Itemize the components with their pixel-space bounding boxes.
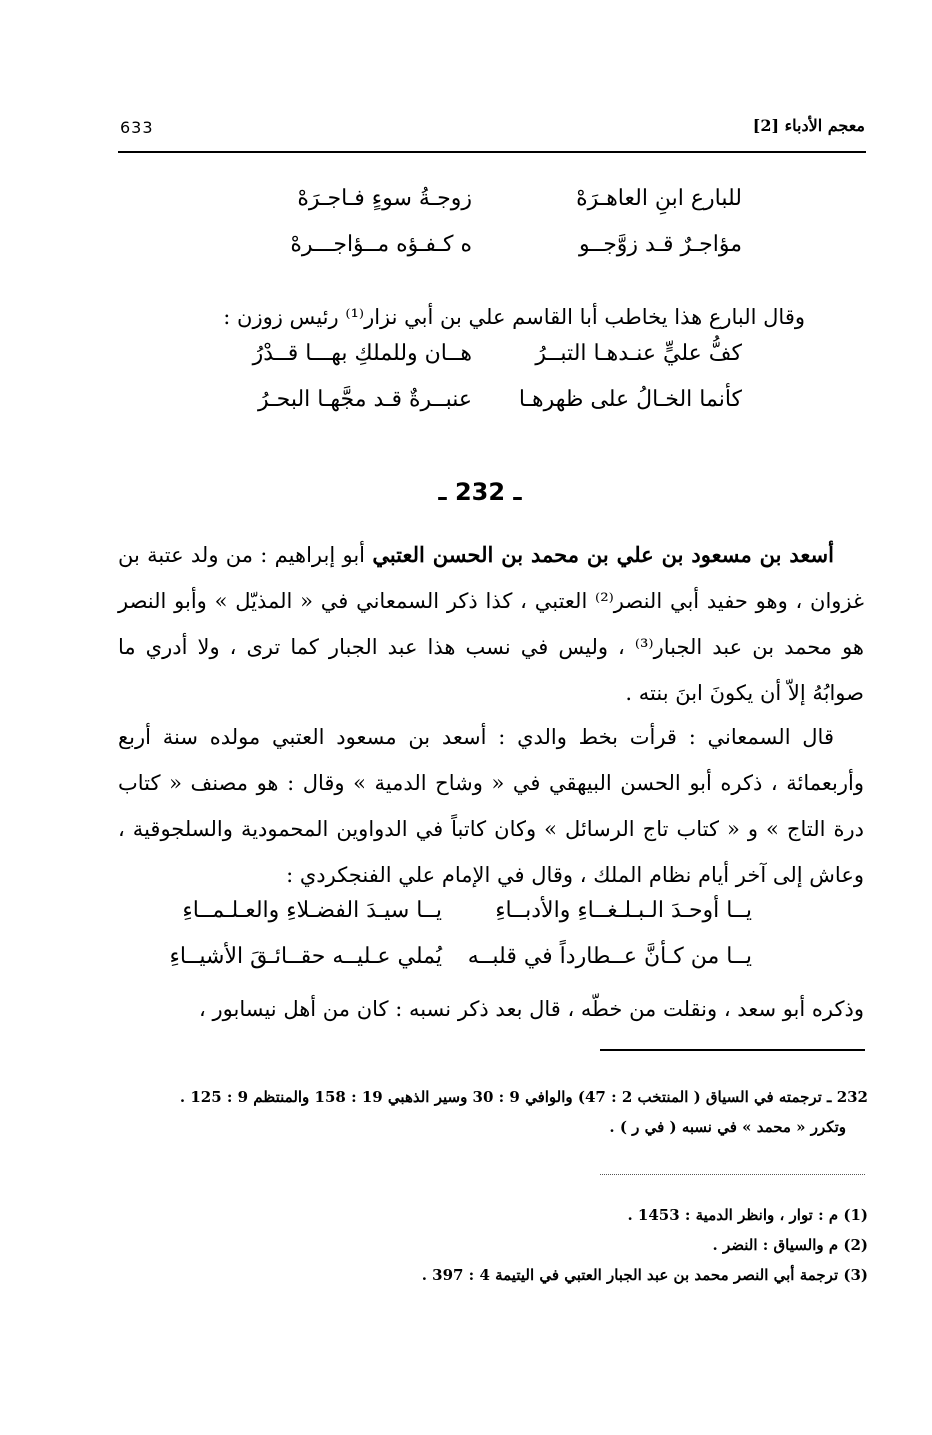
intro-line <box>190 294 805 340</box>
footnote-main <box>118 1082 868 1142</box>
footnotes <box>118 1200 868 1290</box>
intro-text: وقال البارع هذا يخاطب أبا القاسم علي بن أبي نزار⁽¹⁾ رئيس زوزن : <box>223 305 805 329</box>
page-header <box>120 110 865 144</box>
footnote-line: وتكرر « محمد » في نسبه ( في ر ) . <box>609 1118 846 1136</box>
poem-2 <box>182 341 742 433</box>
footnote-1: (1) م : توار ، وانظر الدمية : 1453 . <box>627 1206 868 1224</box>
verse <box>182 387 742 433</box>
page-number: 633 <box>120 118 154 137</box>
entry-number: ـ 232 ـ <box>438 478 522 506</box>
hemistich-first: للبارع ابنِ العاهـرَهْ <box>576 186 742 211</box>
paragraph-text: وذكره أبو سعد ، ونقلت من خطّه ، قال بعد ذكر نسبه : كان من أهل نيسابور ، <box>199 997 864 1021</box>
hemistich-second: عنبــرةٌ قـد مجَّهـا البحـرُ <box>258 387 472 412</box>
paragraph-text: قال السمعاني : قرأت بخط والدي : أسعد بن مسعود العتبي مولده سنة أربع وأربعمائة ، ذكره أبو الحسن البيهقي في « وشاح الدمية » وقال : هو مصنف « كتاب درة التاج » و « كتاب تاج الرسائل » وكان كاتباً في الدواوين المحمودية والسلجوقية ، وعاش إلى آخر أيام نظام الملك ، وقال في الإمام علي الفنجكردي : <box>118 725 864 887</box>
subject-name: أسعد بن مسعود بن علي بن محمد بن الحسن العتبي <box>372 542 834 567</box>
entry-paragraph-3 <box>118 986 864 1032</box>
hemistich-second: يُملي عـليــه حقــائـقَ الأشيــاءِ <box>169 944 442 969</box>
header-rule <box>118 151 866 153</box>
footnote-line: 232 ـ ترجمته في السياق ( المنتخب 2 : 47) والوافي 9 : 30 وسير الذهبي 19 : 158 والمنتظم 9 : 125 . <box>179 1088 868 1106</box>
hemistich-second: زوجـةُ سوءٍ فـاجـرَهْ <box>297 186 472 211</box>
running-title: معجم الأدباء [2] <box>752 116 865 135</box>
verse <box>92 944 812 990</box>
footnote-3: (3) ترجمة أبي النصر محمد بن عبد الجبار العتبي في اليتيمة 4 : 397 . <box>421 1266 868 1284</box>
hemistich-first: كفُّ عليٍّ عنـدهـا التبــرُ <box>535 341 742 366</box>
hemistich-first: يــا من كـأنَّ عــطارداً في قلبــه <box>467 944 752 969</box>
footnote-rule <box>600 1049 865 1051</box>
footnote-separator <box>600 1174 865 1175</box>
verse <box>182 341 742 387</box>
hemistich-second: يــا سيـدَ الفضـلاءِ والعـلـمــاءِ <box>182 898 442 923</box>
hemistich-second: ه كـفـؤه مــؤاجـــرهْ <box>290 232 472 257</box>
hemistich-first: يــا أوحـدَ الـبـلـغــاءِ والأدبــاءِ <box>495 898 752 923</box>
poem-1 <box>182 186 742 278</box>
paragraph <box>118 532 864 716</box>
verse <box>92 898 812 944</box>
entry-paragraph-2 <box>118 714 864 898</box>
poem-3 <box>92 898 812 990</box>
verse <box>182 186 742 232</box>
hemistich-first: مؤاجـرٌ قـد زوَّجــو <box>578 232 742 257</box>
hemistich-second: هــان وللملكِ بهـــا قــدْرُ <box>252 341 472 366</box>
entry-paragraph-1 <box>118 532 864 716</box>
hemistich-first: كأنما الخـالُ على ظهرهـا <box>518 387 742 412</box>
verse <box>182 232 742 278</box>
footnote-2: (2) م والسياق : النضر . <box>712 1236 868 1254</box>
paragraph-text: أبو إبراهيم : من ولد عتبة بن غزوان ، وهو حفيد أبي النصر⁽²⁾ العتبي ، كذا ذكر السمعاني في « المذيّل » وأبو النصر هو محمد بن عبد الجبار⁽³⁾ ، وليس في نسب هذا عبد الجبار كما ترى ، ولا أدري ما صوابُهُ إلاّ أن يكونَ ابنَ بنته . <box>118 543 865 705</box>
